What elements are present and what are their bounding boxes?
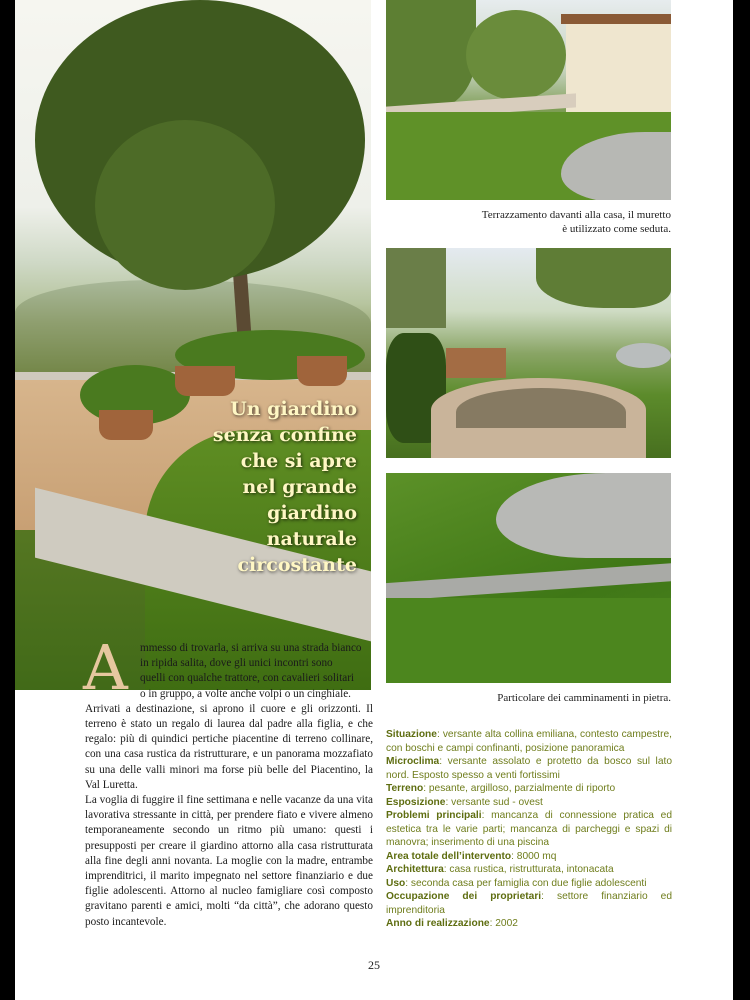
fact-row: Microclima: versante assolato e protetto da bosco sul lato nord. Esposto spesso a venti fortissimi bbox=[386, 756, 672, 781]
flower-pot bbox=[446, 348, 506, 378]
fact-key: Terreno bbox=[386, 783, 424, 794]
fact-row: Esposizione: versante sud - ovest bbox=[386, 796, 543, 808]
stone-path bbox=[496, 473, 671, 558]
project-facts bbox=[386, 728, 672, 931]
title-line: Un giardino bbox=[230, 398, 357, 420]
fact-row: Uso: seconda casa per famiglia con due figlie adolescenti bbox=[386, 877, 647, 889]
terrace-caption bbox=[386, 208, 671, 236]
trees bbox=[466, 10, 566, 100]
fact-value: seconda casa per famiglia con due figlie adolescenti bbox=[410, 877, 647, 889]
lawn bbox=[386, 598, 671, 683]
fact-row: Occupazione dei proprietari: settore finanziario ed imprenditoria bbox=[386, 891, 672, 916]
fact-row: Terreno: pesante, argilloso, parzialmente di riporto bbox=[386, 783, 616, 794]
fact-key: Situazione bbox=[386, 729, 437, 740]
fact-key: Esposizione bbox=[386, 796, 446, 808]
fact-value: versante alta collina emiliana, contesto campestre, con boschi e campi confinanti, posizione panoramica bbox=[386, 729, 672, 754]
lead-line: in ripida salita, dove gli unici incontri sono bbox=[140, 657, 333, 670]
title-line: nel grande bbox=[242, 476, 357, 498]
fact-key: Architettura bbox=[386, 864, 444, 875]
house-roof bbox=[561, 14, 671, 24]
stone-path bbox=[386, 562, 671, 603]
fact-key: Uso bbox=[386, 877, 406, 889]
fact-row: Area totale dell’intervento: 8000 mq bbox=[386, 850, 557, 862]
fact-value: pesante, argilloso, parzialmente di riporto bbox=[428, 783, 616, 794]
caption-line: è utilizzato come seduta. bbox=[562, 223, 671, 235]
trees bbox=[386, 0, 476, 110]
fact-value: 2002 bbox=[495, 918, 518, 929]
fact-value: casa rustica, ristrutturata, intonacata bbox=[449, 864, 614, 875]
lead-line: mmesso di trovarla, si arriva su una strada bianco bbox=[140, 642, 362, 654]
fact-value: 8000 mq bbox=[516, 850, 557, 862]
feature-title bbox=[157, 396, 357, 578]
article-body bbox=[85, 641, 373, 930]
fact-value: versante assolato e protetto da bosco sul lato nord. Esposto spesso a venti fortissimi bbox=[386, 756, 672, 781]
hero-photo bbox=[15, 0, 371, 690]
trees bbox=[386, 248, 446, 328]
fact-key: Occupazione dei proprietari bbox=[386, 891, 542, 902]
seating-wall-photo bbox=[386, 248, 671, 458]
fact-value: settore finanziario ed imprenditoria bbox=[386, 891, 672, 916]
trees bbox=[536, 248, 671, 308]
house bbox=[566, 20, 671, 120]
title-line: naturale bbox=[266, 528, 357, 550]
stone-path-photo bbox=[386, 473, 671, 683]
stone-wall bbox=[456, 388, 626, 428]
lead-line: o in gruppo, a volte anche volpi o un cinghiale. bbox=[140, 687, 351, 700]
fact-value: versante sud - ovest bbox=[451, 796, 543, 808]
tree-canopy bbox=[95, 120, 275, 290]
page-number: 25 bbox=[368, 958, 380, 972]
paragraph: La voglia di fuggire il fine settimana e nelle vacanze da una vita lavorativa stressante in città, per prendere fiato e vivere almeno temporaneamente secondo un ritmo più umano: questi i presupposti per creare il giardino attorno alla casa ristrutturata alla fine degli anni novanta. La moglie con la madre, entrambe imprenditrici, il marito impegnato nel settore finanziario e due figlie adolescenti. Attorno al nucleo famigliare così composto gravitano parenti e amici, molti “da città”, che adorano questo posto incantevole. bbox=[85, 794, 373, 928]
fact-key: Microclima bbox=[386, 756, 440, 767]
flower-pot bbox=[175, 366, 235, 396]
fact-value: mancanza di connessione pratica ed estetica tra le varie parti; mancanza di parcheggi e spazi di manovra; inserimento di una piscina bbox=[386, 810, 672, 848]
fact-row: Problemi principali: mancanza di connessione pratica ed estetica tra le varie parti; mancanza di parcheggi e spazi di manovra; inserimento di una piscina bbox=[386, 810, 672, 848]
lead-line: quelli con qualche trattore, con cavalieri solitari bbox=[140, 672, 355, 685]
paragraph: Arrivati a destinazione, si aprono il cuore e gli orizzonti. Il terreno è stato un regalo di laurea dal padre alla figlia, e che regalo: più di quindici pertiche piacentine di terreno collinare, con una casa rustica da ristrutturare, e un panorama mozzafiato su una delle valli minori ma forse più belle del Piacentino, la Val Luretta. bbox=[85, 702, 373, 791]
terrace-photo bbox=[386, 0, 671, 200]
flower-pot bbox=[297, 356, 347, 386]
title-line: senza confine bbox=[212, 424, 357, 446]
title-line: giardino bbox=[267, 502, 357, 524]
fact-row: Anno di realizzazione: 2002 bbox=[386, 918, 518, 929]
fact-key: Anno di realizzazione bbox=[386, 918, 490, 929]
title-line: circostante bbox=[237, 554, 357, 576]
fact-key: Area totale dell’intervento bbox=[386, 850, 512, 862]
fact-key: Problemi principali bbox=[386, 810, 482, 821]
magazine-page bbox=[15, 0, 733, 1000]
title-line: che si apre bbox=[240, 450, 357, 472]
drop-cap: A bbox=[83, 631, 128, 704]
caption-line: Terrazzamento davanti alla casa, il muretto bbox=[481, 209, 671, 221]
fact-row: Architettura: casa rustica, ristrutturata, intonacata bbox=[386, 864, 614, 875]
paths-caption: Particolare dei camminamenti in pietra. bbox=[497, 692, 671, 704]
flower-pot bbox=[99, 410, 153, 440]
stone-path bbox=[616, 343, 671, 368]
fact-row: Situazione: versante alta collina emiliana, contesto campestre, con boschi e campi confinanti, posizione panoramica bbox=[386, 729, 672, 754]
